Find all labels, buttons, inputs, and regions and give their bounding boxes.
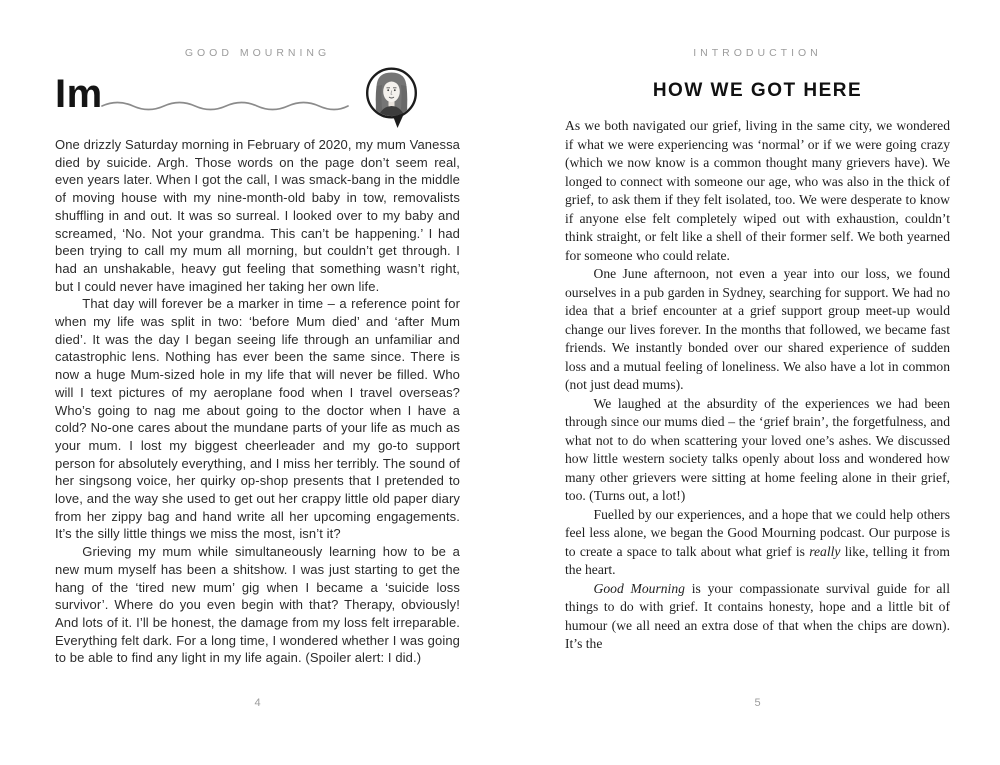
paragraph bbox=[565, 117, 950, 265]
body-text: One June afternoon, not even a year into our loss, we found ourselves in a pub garden in Sydney, searching for support. We had no idea that a brief encounter at a grief support group meet-up would change our lives forever. In the months that followed, we became fast friends. We instantly bonded over our shared experience of sudden loss and a mutual feeling of loneliness. We also have a lot in common (not just dead mums). bbox=[565, 266, 950, 392]
right-page bbox=[565, 0, 950, 765]
paragraph bbox=[55, 543, 460, 667]
paragraph bbox=[55, 295, 460, 543]
left-page bbox=[55, 0, 460, 765]
body-text: Fuelled by our experiences, and a hope that we could help others feel less alone, we began the Good Mourning podcast. Our purpose is to create a space to talk about what grief is bbox=[565, 506, 950, 559]
chapter-author-marker: Im bbox=[55, 72, 103, 116]
left-page-body bbox=[55, 136, 460, 667]
paragraph bbox=[565, 506, 950, 580]
body-text: Grieving my mum while simultaneously learning how to be a new mum myself has been a shitshow. I was just starting to get the hang of the ‘tired new mum’ gig when I became a ‘suicide loss survivor’. Where do you even begin with that? Therapy, obviously! And lots of it. I’ll be honest, the damage from my loss felt irreparable. Everything felt dark. For a long time, I wondered whether I was going to be able to find any light in my life again. (Spoiler alert: I did.) bbox=[55, 544, 460, 666]
wavy-line-divider-icon bbox=[100, 99, 350, 111]
body-text: is your compassionate survival guide for all things to do with grief. It contains honesty, hope and a little bit of humour (we all need an extra dose of that when the chips are down). It’s the bbox=[565, 580, 950, 651]
right-page-body bbox=[565, 117, 950, 654]
paragraph bbox=[565, 580, 950, 654]
chapter-title: HOW WE GOT HERE bbox=[652, 80, 863, 101]
paragraph bbox=[565, 395, 950, 506]
paragraph bbox=[55, 136, 460, 295]
right-page-number: 5 bbox=[754, 697, 761, 709]
italic-text: really bbox=[809, 543, 841, 559]
paragraph bbox=[565, 265, 950, 395]
left-running-header: GOOD MOURNING bbox=[184, 47, 331, 59]
chapter-head bbox=[55, 66, 460, 132]
body-text: As we both navigated our grief, living in the same city, we wondered if what we were experiencing was ‘normal’ or if we were going crazy (which we now know is a common thought many grievers have). We longed to connect with someone our age, who was also in the thick of grief, to ask them if they felt isolated, too. We were desperate to know if anyone else felt completely wiped out with exhaustion, couldn’t think straight, or felt like a shell of their former self. We both yearned for someone who could relate. bbox=[565, 118, 950, 263]
body-text: One drizzly Saturday morning in February of 2020, my mum Vanessa died by suicide. Argh. Those words on the page don’t seem real, even years later. When I got the call, I was smack-bang in the middle of moving house with my nine-month-old baby in tow, removalists shuffling in and out. It was so surreal. I looked over to my baby and screamed, ‘No. Not your grandma. This can’t be happening.’ I had been trying to call my mum all morning, but couldn’t get through. I had an unshakable, heavy gut feeling that something wasn’t right, but I could never have imagined her taking her own life. bbox=[55, 137, 460, 294]
body-text: That day will forever be a marker in time – a reference point for when my life was split in two: ‘before Mum died’ and ‘after Mum died’. It was the day I began seeing life through an unfamiliar and catastrophic lens. Nothing has ever been the same since. There is now a huge Mum-sized hole in my life that will never be filled. Who will I text pictures of my aeroplane food when I travel overseas? Who’s going to nag me about going to the doctor when I have a cold? No-one cares about the mundane parts of your life as much as your mum. I lost my biggest cheerleader and my go-to support person for absolutely everything, and I miss her terribly. The sound of her singsong voice, her quirky op-shop presents that I pretended to love, and the way she used to get out her crappy little old paper diary from her zippy bag and hand write all her upcoming engagements. It’s the silly little things we miss the most, isn’t it? bbox=[55, 296, 460, 542]
body-text: We laughed at the absurdity of the experiences we had been through since our mums died – the ‘grief brain’, the forgetfulness, and what not to do when scattering your loved one’s ashes. We discussed how little western society talks openly about loss and wondered how many other grievers were sitting at home feeling alone in their grief, too. (Turns out, a lot!) bbox=[565, 395, 950, 503]
body-text: like, telling it from the heart. bbox=[565, 543, 951, 577]
left-page-number: 4 bbox=[254, 697, 261, 709]
right-running-header: INTRODUCTION bbox=[693, 47, 822, 59]
italic-text: Good Mourning bbox=[593, 580, 685, 596]
author-portrait-speech-bubble-icon bbox=[363, 66, 420, 132]
